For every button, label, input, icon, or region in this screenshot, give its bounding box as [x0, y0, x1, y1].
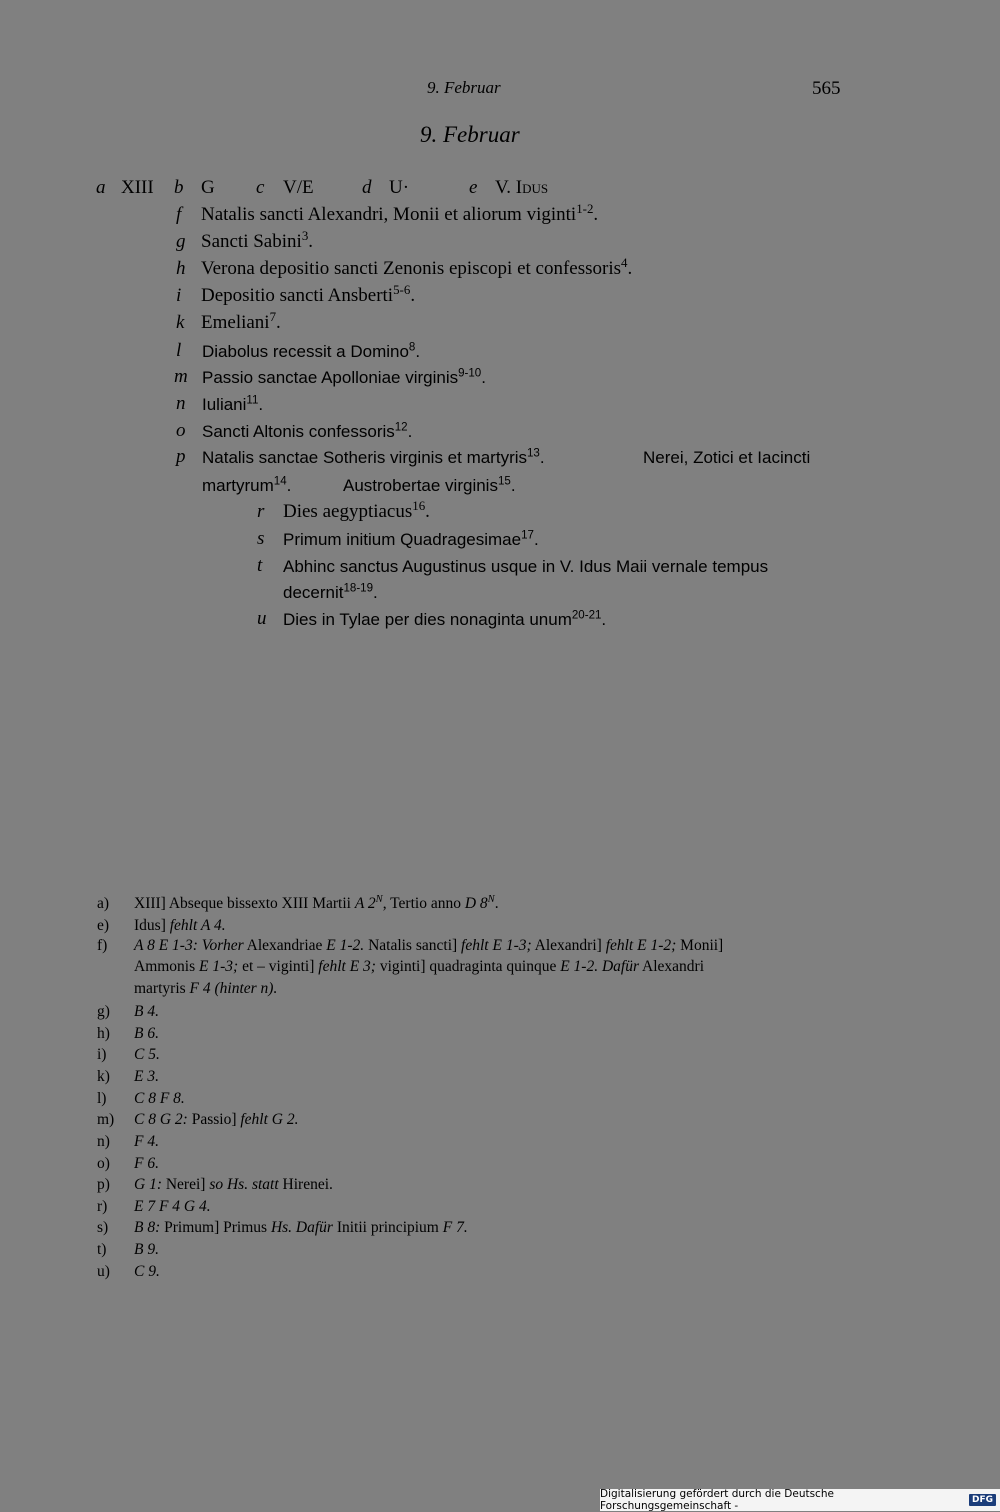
- note-ref: 9-10: [458, 367, 482, 380]
- footnote-key: p): [97, 1176, 110, 1193]
- note-ref: 14: [273, 475, 287, 488]
- footnote-siglum: C 5.: [134, 1046, 160, 1063]
- entry-g: g Sancti Sabini$^3$.: [176, 227, 314, 252]
- entry-text: Natalis sancti Alexandri, Monii et aliorum viginti: [201, 204, 577, 225]
- note-ref: 1-2: [576, 200, 594, 216]
- footnote-siglum: fehlt E 1-2;: [605, 937, 677, 954]
- entry-text: Iuliani: [202, 395, 247, 414]
- note-ref: 5-6: [393, 281, 411, 297]
- note-ref: 15: [497, 475, 511, 488]
- golden-number: XIII: [121, 177, 154, 198]
- footnote-p: [0, 1176, 1000, 1198]
- footnote-text: Idus]: [134, 917, 170, 934]
- footnote-key: g): [97, 1003, 110, 1020]
- footnote-n: [0, 1133, 1000, 1155]
- footnote-siglum: fehlt A 4.: [169, 917, 226, 934]
- entry-n: n Iuliani$^{11}$.: [176, 393, 264, 414]
- entry-l: l Diabolus recessit a Domino$^8$.: [176, 340, 421, 361]
- footnote-siglum: B 8:: [134, 1219, 161, 1236]
- entry-label: h: [176, 258, 186, 279]
- footnote-key: m): [97, 1111, 115, 1128]
- footnote-text: Initii principium: [332, 1219, 443, 1236]
- footnote-r: [0, 1198, 1000, 1220]
- entry-p: p Natalis sanctae Sotheris virginis et martyris$^{13}$. Nerei, Zotici et Iacincti martyrum$^{14}$. Austrobertae virginis$^{15}$.: [176, 446, 811, 495]
- footnote-o: [0, 1155, 1000, 1177]
- entry-label: n: [176, 393, 186, 414]
- footnote-text: Hirenei.: [278, 1176, 333, 1193]
- entry-text: Dies aegyptiacus: [283, 501, 413, 522]
- footnote-key: l): [97, 1090, 107, 1107]
- footnote-siglum: F 4 (hinter n).: [189, 980, 278, 997]
- footnote-key: a): [97, 895, 110, 912]
- entry-i: i Depositio sancti Ansberti$^{5-6}$.: [176, 281, 416, 306]
- footnote-key: s): [97, 1219, 109, 1236]
- entry-text: Dies in Tylae per dies nonaginta unum: [283, 610, 572, 629]
- footnote-siglum: fehlt G 2.: [240, 1111, 299, 1128]
- entry-label: s: [257, 528, 265, 549]
- entry-text: Sancti Sabini: [201, 231, 302, 252]
- footnote-siglum: G 1:: [134, 1176, 162, 1193]
- footnote-f: [0, 937, 1000, 1003]
- note-ref: 13: [527, 447, 540, 460]
- footnote-text: Alexandri]: [531, 937, 606, 954]
- footnote-s: [0, 1219, 1000, 1241]
- footnote-key: h): [97, 1025, 110, 1042]
- funding-text: Digitalisierung gefördert durch die Deutsche Forschungsgemeinschaft -: [600, 1488, 834, 1512]
- footnote-siglum: fehlt E 3;: [318, 958, 376, 975]
- entry-text: Diabolus recessit a Domino: [202, 342, 409, 361]
- footnote-siglum: E 1-3;: [199, 958, 239, 975]
- entry-label: o: [176, 420, 186, 441]
- footnote-text: viginti] quadraginta quinque: [375, 958, 561, 975]
- page-title: 9. Februar: [420, 122, 520, 147]
- footnote-siglum: A 8 E 1-3: Vorher: [134, 937, 244, 954]
- footnote-siglum: B 6.: [134, 1025, 159, 1042]
- entry-text: Primum initium Quadragesimae: [283, 530, 522, 549]
- entry-text: Verona depositio sancti Zenonis episcopi et confessoris: [201, 258, 622, 279]
- footnote-text: XIII] Abseque bissexto XIII Martii: [134, 895, 355, 912]
- footnote-i: [0, 1046, 1000, 1068]
- footnote-siglum: B 4.: [134, 1003, 159, 1020]
- footnote-text: Nerei]: [161, 1176, 210, 1193]
- page-number: 565: [812, 78, 841, 99]
- footnote-siglum: fehlt E 1-3;: [461, 937, 532, 954]
- footnote-key: n): [97, 1133, 110, 1150]
- footnote-siglum: E 1-2. Dafür: [560, 958, 640, 975]
- date-label-e: e: [469, 177, 478, 198]
- note-ref: 18-19: [343, 582, 374, 595]
- entry-text: Depositio sancti Ansberti: [201, 285, 394, 306]
- footnote-siglum: Hs. Dafür: [270, 1219, 333, 1236]
- funding-footer: [600, 1489, 1000, 1511]
- running-title: 9. Februar: [427, 78, 501, 97]
- entry-label: m: [174, 366, 188, 387]
- entry-o: o Sancti Altonis confessoris$^{12}$.: [176, 420, 413, 441]
- dfg-logo[interactable]: DFG: [969, 1494, 996, 1506]
- footnote-text: et – viginti]: [238, 958, 319, 975]
- footnote-key: k): [97, 1068, 110, 1085]
- footnote-key: i): [97, 1046, 107, 1063]
- footnote-l: [0, 1090, 1000, 1112]
- note-ref: 7: [269, 308, 277, 324]
- entry-text: Austrobertae virginis: [343, 476, 498, 495]
- note-ref: 20-21: [571, 609, 602, 622]
- footnote-g: [0, 1003, 1000, 1025]
- footnote-sup: N: [487, 894, 495, 906]
- note-ref: 4: [621, 254, 628, 270]
- footnote-siglum: so Hs. statt: [209, 1176, 279, 1193]
- date-label-c: c: [256, 177, 265, 198]
- footnote-key: t): [97, 1241, 107, 1258]
- date-row: [0, 177, 1000, 205]
- entry-text: Emeliani: [201, 312, 270, 333]
- footnote-text: , Tertio anno: [382, 895, 465, 912]
- footnote-text: Primum] Primus: [160, 1219, 271, 1236]
- entry-f: f Natalis sancti Alexandri, Monii et aliorum viginti$^{1-2}$.: [176, 200, 599, 225]
- entry-label: k: [176, 312, 185, 333]
- dominical-letter: G: [201, 177, 215, 198]
- entry-text: Abhinc sanctus Augustinus usque in V. Idus Maii vernale tempus: [283, 557, 769, 576]
- footnote-h: [0, 1025, 1000, 1047]
- entry-label: f: [176, 204, 182, 225]
- note-ref: 8: [408, 341, 416, 354]
- date-label-d: d: [362, 177, 372, 198]
- footnote-siglum: C 8 G 2:: [134, 1111, 188, 1128]
- footnote-key: u): [97, 1263, 110, 1280]
- note-ref: 11: [246, 394, 259, 407]
- note-ref: 17: [521, 529, 534, 542]
- entry-u: u Dies in Tylae per dies nonaginta unum$^{20-21}$.: [257, 608, 607, 629]
- footnote-key: r): [97, 1198, 108, 1215]
- entry-label: p: [176, 446, 186, 467]
- entry-h: h Verona depositio sancti Zenonis episcopi et confessoris$^4$.: [176, 254, 633, 279]
- entry-r: r Dies aegyptiacus$^{16}$.: [257, 497, 430, 522]
- note-ref: 12: [394, 421, 408, 434]
- footnote-text: Monii]: [676, 937, 724, 954]
- footnote-siglum: E 1-2.: [326, 937, 365, 954]
- entry-label: t: [257, 555, 263, 576]
- footnote-text: Alexandri: [639, 958, 705, 975]
- entry-label: u: [257, 608, 267, 629]
- footnote-siglum: C 9.: [134, 1263, 160, 1280]
- footnote-siglum: E 3.: [134, 1068, 159, 1085]
- footnote-m: [0, 1111, 1000, 1133]
- footnote-sup: N: [375, 894, 383, 906]
- footnote-siglum: E 7 F 4 G 4.: [134, 1198, 211, 1215]
- note-ref: 3: [301, 227, 309, 243]
- entry-text: Nerei, Zotici et Iacincti: [643, 448, 811, 467]
- footnote-e: [0, 917, 1000, 939]
- entry-text: Sancti Altonis confessoris: [202, 422, 395, 441]
- footnote-k: [0, 1068, 1000, 1090]
- entry-text: Passio sanctae Apolloniae virginis: [202, 368, 459, 387]
- roman-date: V. Idus: [495, 177, 549, 198]
- entry-text: martyrum: [202, 476, 274, 495]
- date-value-c: V/E: [283, 177, 314, 198]
- footnote-text: .: [494, 895, 499, 912]
- footnote-key: f): [97, 937, 108, 954]
- footnote-key: o): [97, 1155, 110, 1172]
- entry-s: s Primum initium Quadragesimae$^{17}$.: [257, 528, 539, 549]
- note-ref: 16: [412, 497, 426, 513]
- footnote-text: Passio]: [187, 1111, 241, 1128]
- footnote-text: Natalis sancti]: [364, 937, 462, 954]
- entry-label: r: [257, 501, 265, 522]
- footnote-siglum: B 9.: [134, 1241, 159, 1258]
- entry-m: m Passio sanctae Apolloniae virginis$^{9-10}$.: [174, 366, 486, 387]
- footnote-text: Alexandriae: [243, 937, 327, 954]
- entry-label: i: [176, 285, 182, 306]
- footnote-siglum: F 4.: [134, 1133, 159, 1150]
- entry-k: k Emeliani$^7$.: [176, 308, 281, 333]
- entry-t: t Abhinc sanctus Augustinus usque in V. Idus Maii vernale tempus decernit$^{18-19}$.: [257, 555, 769, 602]
- entry-text: decernit: [283, 583, 344, 602]
- footnote-siglum: D 8: [464, 895, 488, 912]
- footnote-t: [0, 1241, 1000, 1263]
- footnote-key: e): [97, 917, 110, 934]
- entry-label: g: [176, 231, 186, 252]
- footnote-a: [0, 895, 1000, 917]
- footnote-siglum: F 6.: [134, 1155, 159, 1172]
- footnote-siglum: A 2: [354, 895, 376, 912]
- date-label-b: b: [174, 177, 184, 198]
- footnote-text: Ammonis: [134, 958, 200, 975]
- footnote-siglum: C 8 F 8.: [134, 1090, 185, 1107]
- entry-text: Natalis sanctae Sotheris virginis et martyris: [202, 448, 528, 467]
- date-value-d: U·: [389, 177, 410, 198]
- footnote-text: martyris: [134, 980, 190, 997]
- footnote-u: [0, 1263, 1000, 1285]
- entry-label: l: [176, 340, 182, 361]
- footnote-siglum: F 7.: [442, 1219, 468, 1236]
- date-label-a: a: [96, 177, 106, 198]
